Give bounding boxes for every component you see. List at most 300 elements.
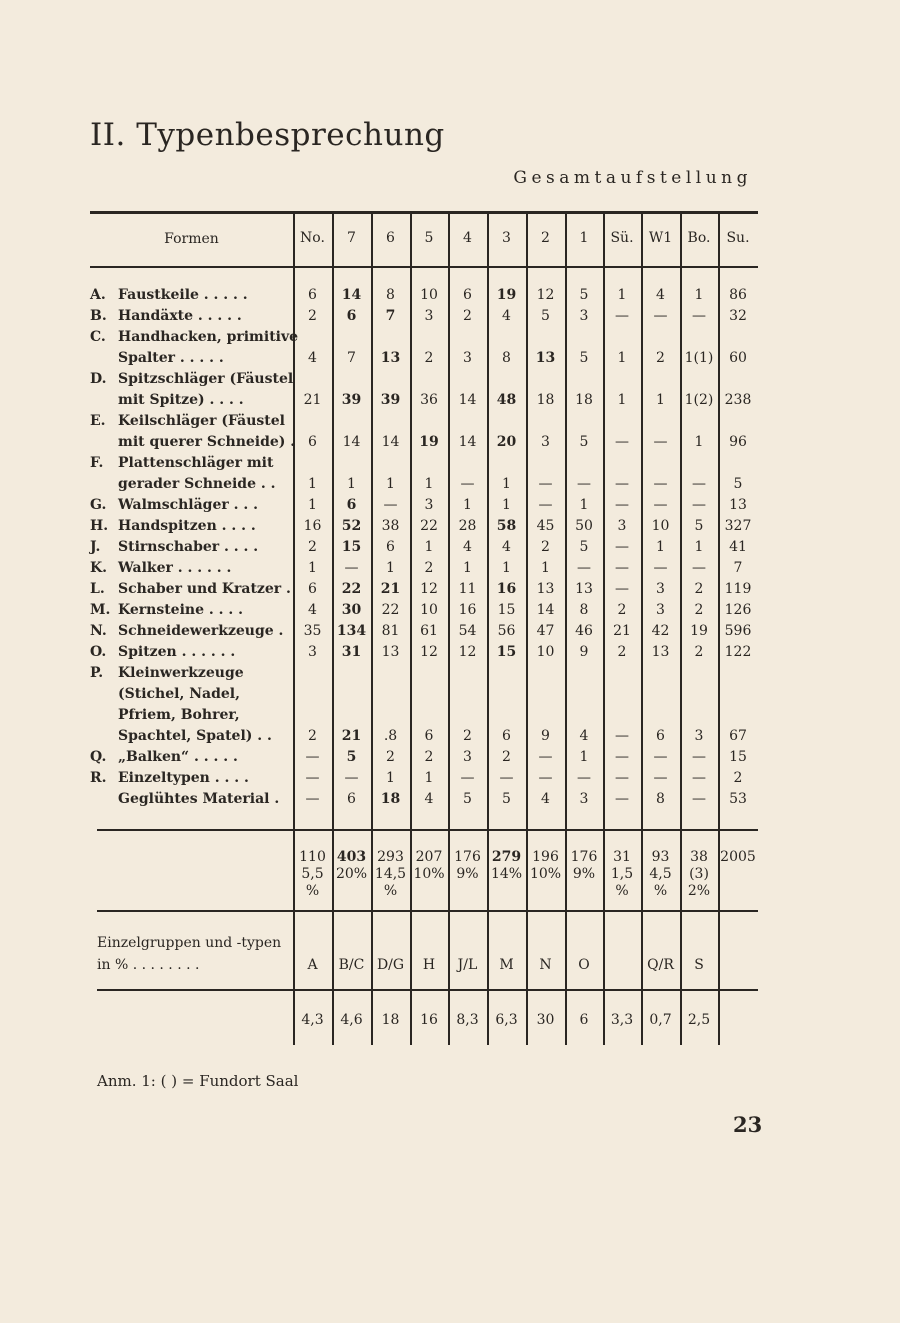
- table-cell: 21: [341, 728, 362, 744]
- table-cell: —: [460, 770, 475, 786]
- group-value: 4,6: [340, 1012, 363, 1028]
- table-cell: —: [653, 476, 668, 492]
- row-label: [90, 789, 279, 810]
- table-cell: 14: [341, 287, 362, 303]
- column-divider: [293, 912, 295, 989]
- table-cell: —: [653, 434, 668, 450]
- table-cell: .8: [383, 728, 398, 744]
- table-cell: —: [653, 749, 668, 765]
- total-cell-line: 2005: [720, 849, 756, 865]
- table-cell: 3: [424, 308, 434, 324]
- footnote: Anm. 1: ( ) = Fundort Saal: [97, 1072, 299, 1090]
- table-cell: 3: [463, 350, 472, 366]
- row-label: [90, 327, 298, 369]
- table-cell: 16: [303, 518, 322, 534]
- table-cell: 48: [496, 392, 517, 408]
- total-cell-line: 10%: [529, 866, 562, 882]
- table-cell: 18: [575, 392, 593, 408]
- table-cell: 13: [536, 581, 555, 597]
- total-cell-line: 196: [532, 849, 559, 865]
- table-cell: —: [692, 560, 706, 576]
- table-cell: 1: [424, 476, 434, 492]
- table-cell: 2: [694, 602, 704, 618]
- table-cell: 28: [458, 518, 477, 534]
- total-cell-line: 9%: [572, 866, 596, 882]
- row-label-text: Faustkeile . . . . .: [118, 287, 248, 303]
- group-code: J/L: [457, 957, 478, 973]
- table-cell: 6: [346, 308, 357, 324]
- row-label-line: [90, 642, 235, 663]
- table-cell: 5: [541, 308, 550, 324]
- row-label-text: gerader Schneide . .: [118, 476, 276, 492]
- table-cell: 6: [308, 581, 317, 597]
- column-divider: [680, 912, 682, 989]
- table-cell: 1: [541, 560, 550, 576]
- table-cell: 2: [463, 728, 472, 744]
- table-cell: —: [615, 791, 629, 807]
- row-label: [90, 537, 258, 558]
- group-code: N: [539, 957, 552, 973]
- table-cell: 3: [617, 518, 627, 534]
- row-label-line: [90, 390, 293, 411]
- column-header-c5: 5: [424, 230, 434, 246]
- table-cell: 2: [502, 749, 511, 765]
- row-label-text: mit Spitze) . . . .: [118, 392, 244, 408]
- table-cell: —: [577, 476, 591, 492]
- table-cell: 6: [308, 287, 317, 303]
- group-code: D/G: [376, 957, 405, 973]
- total-cell-line: 279: [491, 849, 522, 865]
- table-cell: 39: [341, 392, 362, 408]
- table-cell: 6: [347, 791, 356, 807]
- table-cell: —: [615, 770, 629, 786]
- table-cell: 3: [656, 602, 665, 618]
- row-label-text: Spachtel, Spatel) . .: [118, 728, 272, 744]
- column-divider: [641, 912, 643, 989]
- table-cell: 16: [496, 581, 517, 597]
- total-cell-line: 1,5: [610, 866, 634, 882]
- row-label: [90, 579, 291, 600]
- table-cell: 122: [724, 644, 752, 660]
- table-cell: —: [383, 497, 398, 513]
- group-value: 6,3: [495, 1012, 518, 1028]
- table-cell: 1: [694, 434, 704, 450]
- table-cell: 1: [308, 476, 317, 492]
- table-cell: 1: [656, 539, 665, 555]
- table-cell: —: [577, 770, 591, 786]
- table-cell: 2: [308, 728, 317, 744]
- table-cell: 3: [463, 749, 472, 765]
- table-cell: 2: [617, 602, 627, 618]
- row-label-text: Kleinwerkzeuge: [118, 665, 244, 681]
- table-cell: 4: [308, 350, 317, 366]
- row-label: [90, 621, 283, 642]
- table-cell: 1: [617, 392, 627, 408]
- table-cell: 15: [341, 539, 362, 555]
- table-cell: 4: [502, 308, 511, 324]
- total-cell-line: %: [305, 883, 320, 899]
- table-cell: 13: [575, 581, 593, 597]
- total-cell: [410, 849, 448, 883]
- table-cell: 596: [724, 623, 752, 639]
- table-cell: 3: [424, 497, 434, 513]
- table-cell: 1(2): [684, 392, 714, 408]
- table-cell: 13: [651, 644, 670, 660]
- row-label-text: Walmschläger . . .: [118, 497, 258, 513]
- table-cell: 1: [386, 560, 395, 576]
- table-cell: —: [460, 476, 475, 492]
- row-label-line: [90, 684, 272, 705]
- table-cell: 126: [724, 602, 752, 618]
- table-cell: 22: [341, 581, 362, 597]
- row-label: [90, 642, 235, 663]
- row-label: [90, 516, 256, 537]
- table-cell: 19: [690, 623, 708, 639]
- table-cell: 32: [729, 308, 747, 324]
- table-cell: 2: [733, 770, 743, 786]
- row-letter: R.: [90, 770, 107, 786]
- table-cell: 3: [308, 644, 317, 660]
- table-cell: 238: [724, 392, 752, 408]
- row-label-line: [90, 537, 258, 558]
- row-letter: O.: [90, 644, 107, 660]
- table-cell: —: [538, 497, 553, 513]
- table-cell: 21: [613, 623, 631, 639]
- row-label-line: [90, 600, 243, 621]
- table-cell: 13: [380, 350, 401, 366]
- table-subtitle: Gesamtaufstellung: [513, 168, 752, 188]
- row-letter: H.: [90, 518, 109, 534]
- table-cell: 1: [502, 560, 511, 576]
- column-divider: [718, 912, 720, 989]
- row-label-line: [90, 285, 248, 306]
- table-cell: 3: [694, 728, 704, 744]
- table-cell: —: [692, 476, 706, 492]
- table-cell: 7: [733, 560, 743, 576]
- column-divider: [487, 912, 489, 989]
- table-cell: 38: [381, 518, 400, 534]
- table-cell: 1: [463, 497, 472, 513]
- table-cell: 54: [458, 623, 477, 639]
- table-cell: 5: [502, 791, 511, 807]
- table-cell: 6: [463, 287, 472, 303]
- groups-label-line2: in % . . . . . . . .: [97, 957, 200, 973]
- table-cell: 3: [579, 308, 589, 324]
- row-label-line: [90, 705, 272, 726]
- row-label-text: Spalter . . . . .: [118, 350, 224, 366]
- total-cell: [718, 849, 758, 866]
- table-cell: 14: [536, 602, 555, 618]
- total-cell-line: 5,5: [301, 866, 324, 882]
- row-letter: B.: [90, 308, 107, 324]
- table-cell: —: [692, 497, 706, 513]
- table-cell: 86: [729, 287, 747, 303]
- table-cell: 60: [729, 350, 747, 366]
- total-cell-line: (3): [689, 866, 709, 882]
- row-label: [90, 495, 258, 516]
- table-cell: 10: [651, 518, 670, 534]
- table-cell: 1: [502, 476, 511, 492]
- row-label-text: Handspitzen . . . .: [118, 518, 256, 534]
- row-label-line: [90, 411, 295, 432]
- total-cell-line: %: [615, 883, 629, 899]
- table-cell: 4: [308, 602, 317, 618]
- row-label-line: [90, 579, 291, 600]
- table-cell: 13: [381, 644, 400, 660]
- total-cell-line: 14,5: [374, 866, 407, 882]
- table-cell: —: [538, 770, 553, 786]
- table-cell: —: [692, 308, 706, 324]
- table-cell: 12: [458, 644, 477, 660]
- table-cell: —: [615, 497, 629, 513]
- table-cell: —: [615, 308, 629, 324]
- group-value: 16: [420, 1012, 438, 1028]
- total-cell-line: 2%: [687, 883, 711, 899]
- table-cell: 15: [729, 749, 747, 765]
- row-label-line: [90, 621, 283, 642]
- row-label-line: [90, 663, 272, 684]
- table-cell: 41: [729, 539, 747, 555]
- row-label-line: [90, 432, 295, 453]
- table-cell: 5: [579, 350, 589, 366]
- row-label-text: Plattenschläger mit: [118, 455, 274, 471]
- row-label-line: [90, 453, 276, 474]
- total-cell-line: 110: [299, 849, 326, 865]
- table-cell: 1: [617, 350, 627, 366]
- table-cell: 6: [502, 728, 511, 744]
- table-cell: 39: [380, 392, 401, 408]
- table-cell: 327: [724, 518, 752, 534]
- total-cell-line: 176: [454, 849, 481, 865]
- total-cell: [371, 849, 410, 900]
- page-number: 23: [733, 1112, 763, 1137]
- total-cell-line: 10%: [413, 866, 445, 882]
- table-cell: —: [499, 770, 514, 786]
- table-cell: 15: [497, 602, 516, 618]
- row-letter: N.: [90, 623, 107, 639]
- table-cell: 58: [496, 518, 517, 534]
- table-cell: —: [538, 749, 553, 765]
- row-label: [90, 306, 242, 327]
- row-label-line: [90, 474, 276, 495]
- row-label-text: Spitzschläger (Fäustel: [118, 371, 294, 387]
- table-cell: 31: [341, 644, 362, 660]
- row-label-text: „Balken“ . . . . .: [118, 749, 238, 765]
- table-cell: 119: [724, 581, 752, 597]
- row-label-text: Schneidewerkzeuge .: [118, 623, 284, 639]
- table-cell: 36: [420, 392, 438, 408]
- row-label-text: (Stichel, Nadel,: [118, 686, 240, 702]
- table-cell: —: [615, 581, 629, 597]
- row-label-line: [90, 369, 293, 390]
- total-cell-line: %: [383, 883, 398, 899]
- page-heading: II. Typenbesprechung: [90, 117, 445, 153]
- column-divider: [371, 912, 373, 989]
- column-header-su_ue: Sü.: [610, 230, 634, 246]
- table-cell: 30: [341, 602, 362, 618]
- table-cell: 13: [535, 350, 556, 366]
- table-cell: 6: [656, 728, 665, 744]
- table-cell: 7: [347, 350, 356, 366]
- total-cell: [565, 849, 603, 883]
- table-cell: 1: [579, 749, 589, 765]
- column-divider: [332, 912, 334, 989]
- table-cell: 15: [496, 644, 517, 660]
- table-cell: 42: [651, 623, 670, 639]
- column-header-w1: W1: [648, 230, 673, 246]
- row-label-text: Spitzen . . . . . .: [118, 644, 236, 660]
- table-cell: —: [692, 770, 706, 786]
- table-cell: —: [653, 560, 668, 576]
- table-cell: 9: [541, 728, 550, 744]
- total-cell-line: 293: [377, 849, 404, 865]
- table-cell: 8: [579, 602, 589, 618]
- table-cell: —: [615, 539, 629, 555]
- total-cell-line: 207: [415, 849, 443, 865]
- row-label-text: Schaber und Kratzer .: [118, 581, 291, 597]
- table-cell: 5: [694, 518, 704, 534]
- total-cell: [448, 849, 487, 883]
- table-cell: 10: [420, 287, 438, 303]
- table-cell: 18: [536, 392, 555, 408]
- table-cell: 1: [386, 476, 395, 492]
- row-label: [90, 600, 243, 621]
- table-cell: —: [305, 770, 320, 786]
- table-cell: 14: [458, 434, 477, 450]
- table-cell: —: [615, 560, 629, 576]
- row-letter: K.: [90, 560, 108, 576]
- column-divider: [603, 912, 605, 989]
- group-value: 30: [536, 1012, 555, 1028]
- table-cell: 1: [424, 539, 434, 555]
- table-cell: 2: [694, 644, 704, 660]
- table-cell: 10: [420, 602, 438, 618]
- table-cell: 52: [341, 518, 362, 534]
- column-divider: [718, 991, 720, 1045]
- row-label: [90, 747, 238, 768]
- group-value: 0,7: [649, 1012, 672, 1028]
- table-cell: 4: [656, 287, 665, 303]
- table-cell: 6: [308, 434, 317, 450]
- table-cell: 19: [419, 434, 439, 450]
- table-cell: 3: [656, 581, 665, 597]
- table-cell: —: [653, 497, 668, 513]
- table-cell: 13: [729, 497, 747, 513]
- row-label: [90, 453, 276, 495]
- table-header-rule: [90, 266, 758, 268]
- table-cell: 12: [420, 581, 438, 597]
- table-cell: 35: [303, 623, 322, 639]
- row-label-line: [90, 747, 238, 768]
- table-cell: 46: [575, 623, 593, 639]
- table-cell: —: [615, 434, 629, 450]
- group-code: O: [578, 957, 590, 973]
- table-cell: 67: [729, 728, 747, 744]
- row-label: [90, 285, 248, 306]
- group-code: S: [694, 957, 704, 973]
- table-cell: —: [305, 749, 320, 765]
- table-cell: —: [653, 770, 668, 786]
- table-cell: 1: [308, 560, 317, 576]
- group-value: 18: [381, 1012, 400, 1028]
- column-divider: [565, 912, 567, 989]
- total-cell: [526, 849, 565, 883]
- column-divider: [526, 912, 528, 989]
- row-letter: D.: [90, 371, 107, 387]
- column-header-c7: 7: [347, 230, 356, 246]
- row-label-text: Pfriem, Bohrer,: [118, 707, 240, 723]
- total-cell-line: 14%: [490, 866, 523, 882]
- table-cell: —: [538, 476, 553, 492]
- table-cell: 16: [458, 602, 477, 618]
- table-cell: 14: [458, 392, 477, 408]
- total-cell-line: 93: [651, 849, 670, 865]
- row-label-line: [90, 348, 298, 369]
- row-letter: C.: [90, 329, 106, 345]
- total-cell: [641, 849, 680, 900]
- table-cell: 8: [502, 350, 511, 366]
- group-value: 2,5: [687, 1012, 711, 1028]
- row-label-text: Handhacken, primitive: [118, 329, 299, 345]
- row-label: [90, 663, 272, 747]
- table-cell: 1: [424, 770, 434, 786]
- table-cell: 5: [463, 791, 472, 807]
- table-cell: 1: [308, 497, 317, 513]
- total-cell: [332, 849, 371, 883]
- group-value: 8,3: [456, 1012, 479, 1028]
- table-cell: 5: [579, 434, 589, 450]
- table-cell: 2: [308, 308, 317, 324]
- column-header-c1: 1: [579, 230, 589, 246]
- table-cell: 2: [656, 350, 665, 366]
- table-cell: 96: [729, 434, 747, 450]
- total-cell-line: 4,5: [649, 866, 672, 882]
- table-cell: —: [615, 476, 629, 492]
- table-cell: —: [577, 560, 591, 576]
- table-cell: 3: [579, 791, 589, 807]
- row-label-text: Handäxte . . . . .: [118, 308, 242, 324]
- table-cell: 1: [694, 287, 704, 303]
- column-header-c6: 6: [386, 230, 395, 246]
- column-header-c4: 4: [463, 230, 472, 246]
- row-label-text: Einzeltypen . . . .: [118, 770, 249, 786]
- row-letter: P.: [90, 665, 104, 681]
- table-cell: —: [692, 791, 706, 807]
- table-cell: 134: [336, 623, 367, 639]
- column-header-bo: Bo.: [687, 230, 711, 246]
- table-cell: 12: [420, 644, 438, 660]
- group-code: M: [499, 957, 514, 973]
- row-letter: M.: [90, 602, 111, 618]
- table-cell: 8: [386, 287, 395, 303]
- table-cell: 5: [733, 476, 743, 492]
- table-cell: —: [653, 308, 668, 324]
- row-letter: G.: [90, 497, 107, 513]
- table-cell: 11: [458, 581, 477, 597]
- column-header-total: Su.: [726, 230, 750, 246]
- table-cell: 2: [386, 749, 395, 765]
- table-cell: 1: [617, 287, 627, 303]
- group-code: A: [307, 957, 318, 973]
- table-cell: 2: [424, 560, 434, 576]
- group-code: H: [422, 957, 436, 973]
- table-cell: 4: [424, 791, 434, 807]
- group-code: Q/R: [647, 957, 674, 973]
- total-cell: [680, 849, 718, 900]
- table-cell: 22: [420, 518, 438, 534]
- table-cell: 6: [386, 539, 395, 555]
- table-cell: 21: [380, 581, 401, 597]
